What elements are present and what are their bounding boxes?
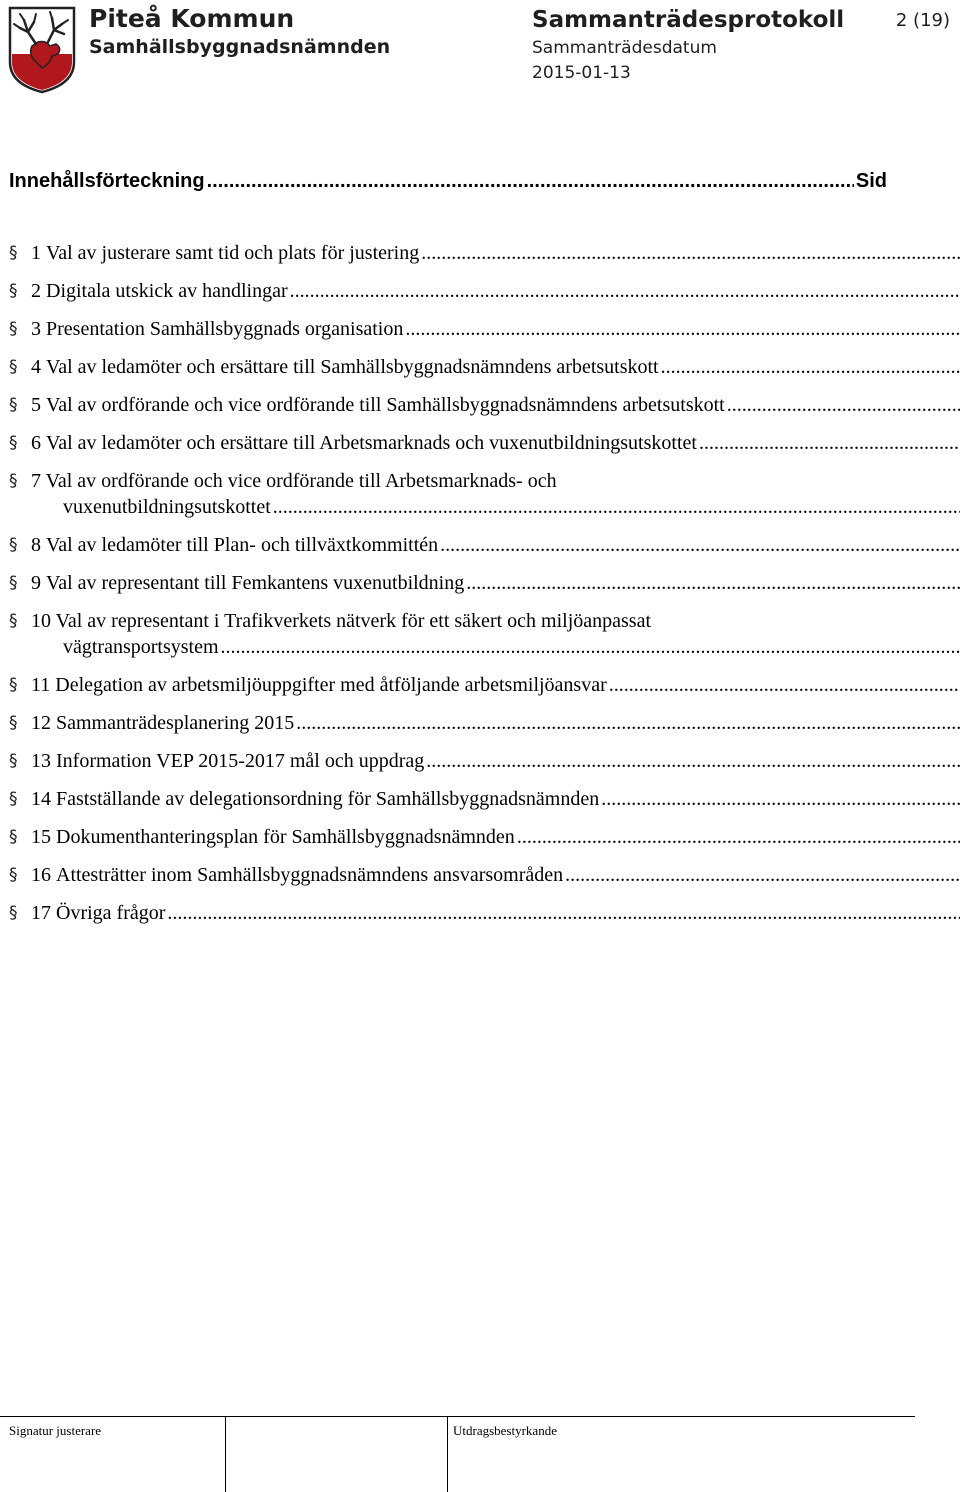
toc-entry-body [31, 748, 960, 774]
dot-leader [426, 748, 960, 774]
toc-entry-body [31, 672, 960, 698]
dot-leader [661, 354, 960, 380]
toc-entry[interactable] [9, 710, 887, 736]
toc-entry-title: Val av ledamöter och ersättare till Samhällsbyggnadsnämndens arbetsutskott [46, 356, 659, 378]
toc-entry-body [31, 570, 960, 596]
toc-entry[interactable] [9, 570, 887, 596]
toc-entry-number: 17 [31, 902, 51, 924]
section-symbol-icon: § [9, 865, 18, 885]
toc-entry-line [31, 468, 960, 494]
dot-leader [699, 430, 960, 456]
toc-entry-body [31, 430, 960, 456]
toc-entry-body [31, 468, 960, 520]
toc-entry-title: Val av ordförande och vice ordförande till Samhällsbyggnadsnämndens arbetsutskott [46, 394, 725, 416]
section-symbol-icon: § [9, 751, 18, 771]
toc-entry-body [31, 278, 960, 304]
dot-leader [296, 710, 960, 736]
document-meta [532, 4, 844, 86]
table-of-contents [9, 240, 887, 938]
dot-leader [221, 634, 960, 660]
toc-entry-title: Presentation Samhällsbyggnads organisation [46, 318, 404, 340]
toc-entry-number: 8 [31, 534, 41, 556]
toc-entry[interactable] [9, 240, 887, 266]
toc-entry-body [31, 900, 960, 926]
toc-entry-title-continued: vägtransportsystem [63, 636, 219, 658]
section-symbol-icon: § [9, 827, 18, 847]
toc-entry-number: 11 [31, 674, 51, 696]
toc-entry-line [31, 494, 960, 520]
dot-leader [517, 824, 960, 850]
dot-leader [440, 532, 960, 558]
dot-leader [466, 570, 960, 596]
toc-entry-title: Val av representant i Trafikverkets nätverk för ett säkert och miljöanpassat [55, 610, 652, 632]
toc-entry-title: Val av ordförande och vice ordförande till Arbetsmarknads- och [45, 470, 557, 492]
dot-leader [405, 316, 960, 342]
section-symbol-icon: § [9, 535, 18, 555]
section-symbol-icon: § [9, 319, 18, 339]
toc-entry-title: Delegation av arbetsmiljöuppgifter med åtföljande arbetsmiljöansvar [55, 674, 607, 696]
toc-entry-line [31, 608, 960, 634]
dot-leader [727, 392, 960, 418]
toc-entry-number: 7 [31, 470, 41, 492]
meeting-date-label: Sammanträdesdatum [532, 38, 717, 58]
toc-entry-body [31, 710, 960, 736]
page-footer [0, 1416, 960, 1492]
toc-entry[interactable] [9, 900, 887, 926]
organization-block [89, 4, 390, 60]
section-symbol-icon: § [9, 357, 18, 377]
footer-divider [225, 1416, 226, 1492]
toc-entry-body [31, 824, 960, 850]
toc-entry-number: 6 [31, 432, 41, 454]
signature-label: Signatur justerare [9, 1423, 102, 1438]
toc-entry[interactable] [9, 430, 887, 456]
dot-leader [565, 862, 960, 888]
section-symbol-icon: § [9, 573, 18, 593]
toc-entry-number: 3 [31, 318, 41, 340]
toc-entry-body [31, 608, 960, 660]
document-title: Sammanträdesprotokoll [532, 7, 845, 33]
toc-entry-title: Val av justerare samt tid och plats för justering [46, 242, 420, 264]
toc-entry-body [31, 316, 960, 342]
section-symbol-icon: § [9, 903, 18, 923]
toc-entry-title-continued: vuxenutbildningsutskottet [63, 496, 271, 518]
section-symbol-icon: § [9, 395, 18, 415]
dot-leader [290, 278, 960, 304]
section-symbol-icon: § [9, 611, 18, 631]
toc-entry[interactable] [9, 354, 887, 380]
toc-entry-number: 4 [31, 356, 41, 378]
toc-entry-number: 1 [31, 242, 41, 264]
toc-entry-number: 5 [31, 394, 41, 416]
toc-entry-title: Information VEP 2015-2017 mål och uppdrag [56, 750, 425, 772]
toc-entry-number: 12 [31, 712, 51, 734]
toc-entry[interactable] [9, 532, 887, 558]
toc-entry-body [31, 392, 960, 418]
toc-entry[interactable] [9, 316, 887, 342]
toc-entry-number: 14 [31, 788, 51, 810]
footer-rule [0, 1416, 915, 1417]
dot-leader [601, 786, 960, 812]
page-number: 2 (19) [895, 10, 950, 31]
toc-entry-title: Övriga frågor [56, 902, 166, 924]
department-name: Samhällsbyggnadsnämnden [89, 36, 391, 58]
toc-entry[interactable] [9, 278, 887, 304]
dot-leader [167, 900, 960, 926]
toc-entry-number: 10 [31, 610, 51, 632]
toc-entry-title: Val av ledamöter och ersättare till Arbetsmarknads och vuxenutbildningsutskottet [46, 432, 697, 454]
footer-divider [447, 1416, 448, 1492]
toc-entry-body [31, 532, 960, 558]
reindeer-coat-of-arms-icon [6, 4, 78, 94]
meeting-date: 2015-01-13 [532, 63, 631, 83]
toc-entry[interactable] [9, 468, 887, 520]
dot-leader [421, 240, 960, 266]
section-symbol-icon: § [9, 713, 18, 733]
toc-entry[interactable] [9, 748, 887, 774]
toc-entry[interactable] [9, 786, 887, 812]
toc-entry-number: 13 [31, 750, 51, 772]
toc-entry-line [31, 634, 960, 660]
toc-entry-title: Digitala utskick av handlingar [46, 280, 288, 302]
toc-entry-body [31, 240, 960, 266]
section-symbol-icon: § [9, 675, 18, 695]
toc-entry-body [31, 862, 960, 888]
toc-entry-title: Val av representant till Femkantens vuxenutbildning [46, 572, 465, 594]
toc-entry[interactable] [9, 862, 887, 888]
extract-certification-label: Utdragsbestyrkande [453, 1423, 557, 1438]
toc-entry[interactable] [9, 392, 887, 418]
toc-entry-title: Val av ledamöter till Plan- och tillväxtkommittén [46, 534, 439, 556]
dot-leader [273, 494, 960, 520]
org-name: Piteå Kommun [89, 4, 295, 33]
toc-page-heading: Sid [855, 170, 887, 192]
toc-heading [9, 170, 887, 200]
toc-entry[interactable] [9, 608, 887, 660]
section-symbol-icon: § [9, 471, 18, 491]
toc-entry[interactable] [9, 672, 887, 698]
page-header [0, 0, 960, 100]
toc-entry-number: 9 [31, 572, 41, 594]
dot-leader [609, 672, 960, 698]
section-symbol-icon: § [9, 789, 18, 809]
toc-entry-title: Fastställande av delegationsordning för Samhällsbyggnadsnämnden [56, 788, 600, 810]
toc-entry-number: 15 [31, 826, 51, 848]
toc-entry-number: 2 [31, 280, 41, 302]
toc-entry-title: Dokumenthanteringsplan för Samhällsbyggnadsnämnden [56, 826, 515, 848]
toc-entry-title: Sammanträdesplanering 2015 [56, 712, 295, 734]
toc-title: Innehållsförteckning [9, 170, 205, 192]
section-symbol-icon: § [9, 433, 18, 453]
toc-entry[interactable] [9, 824, 887, 850]
toc-entry-body [31, 354, 960, 380]
toc-entry-title: Attesträtter inom Samhällsbyggnadsnämndens ansvarsområden [56, 864, 564, 886]
toc-entry-number: 16 [31, 864, 51, 886]
dot-leader [207, 170, 854, 193]
toc-entry-body [31, 786, 960, 812]
section-symbol-icon: § [9, 243, 18, 263]
section-symbol-icon: § [9, 281, 18, 301]
